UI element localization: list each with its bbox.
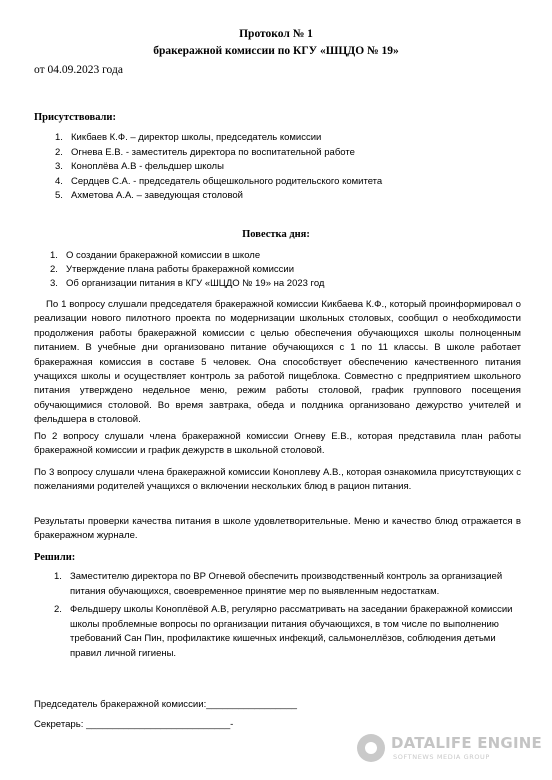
list-item (50, 263, 324, 277)
list-number: 1. (55, 132, 63, 143)
agenda-list (50, 249, 324, 291)
document-subtitle: бракеражной комиссии по КГУ «ШЦДО № 19» (153, 45, 399, 57)
list-number: 5. (55, 190, 63, 202)
body-paragraph: Результаты проверки качества питания в школе удовлетворительные. Меню и качество блюд отражается в бракеражном журнале. (34, 516, 521, 542)
list-number: 1. (54, 571, 62, 582)
decided-heading: Решили: (34, 552, 76, 563)
list-item (55, 189, 382, 204)
list-item (55, 175, 382, 190)
list-text: Утверждение плана работы бракеражной комиссии (66, 264, 295, 275)
list-text: Огнева Е.В. - заместитель директора по воспитательной работе (71, 146, 355, 158)
decisions-list (54, 570, 522, 665)
datalife-logo-icon (357, 734, 385, 762)
chair-signature-line: Председатель бракеражной комиссии:_________________ (34, 699, 297, 710)
list-number: 2. (55, 146, 63, 158)
list-text: Ахметова А.А. – заведующая столовой (71, 190, 243, 202)
list-number: 4. (55, 175, 63, 187)
list-item (55, 131, 382, 146)
watermark (357, 732, 542, 766)
present-list (55, 131, 382, 204)
list-item (54, 603, 522, 661)
list-text: Фельдшеру школы Коноплёвой А.В, регулярно рассматривать на заседании бракеражной комиссии школы проблемные вопросы по организации питания обучающихся, в том числе по выполнению требований Сан Пин, профилактике кишечных инфекций, сальмонеллёзов, соблюдения детьми правил личной гигиены. (70, 604, 513, 659)
body-paragraph: По 2 вопросу слушали члена бракеражной комиссии Огневу Е.В., которая представила план работы бракеражной комиссии и график дежурств в школьной столовой. (34, 431, 521, 457)
list-item (50, 277, 324, 291)
list-item (54, 570, 522, 599)
document-date: от 04.09.2023 года (34, 64, 123, 76)
agenda-heading: Повестка дня: (242, 229, 310, 240)
list-number: 1. (50, 250, 58, 261)
watermark-title: DATALIFE ENGINE (391, 734, 542, 752)
document-title: Протокол № 1 (239, 28, 313, 40)
body-paragraph: По 3 вопросу слушали члена бракеражной комиссии Коноплеву А.В., которая ознакомила присутствующих с пожеланиями родителей учащихся о включении нескольких блюд в рацион питания. (34, 467, 521, 493)
body-paragraph: По 1 вопросу слушали председателя бракеражной комиссии Кикбаева К.Ф., который проинформировал о реализации нового пилотного проекта по модернизации школьных столовых, сообщил о необходимости продолжения работы бракеражной комиссии с целью обеспечения обучающихся школы полноценным питанием. В учебные дни организовано питание обучающихся с 1 по 11 классы. В школе работает бракеражная комиссия в составе 5 человек. Она способствует обеспечению качественного питания учащихся школы и осуществляет контроль за работой пищеблока. Совместно с предприятием школьного питания утверждено недельное меню, режим работы столовой, график группового посещения обучающимися столовой. Во время завтрака, обеда и полдника организовано дежурство учителей и фельдшера в столовой. (34, 299, 521, 426)
list-item (55, 146, 382, 161)
list-text: Об организации питания в КГУ «ШЦДО № 19» на 2023 год (66, 278, 325, 289)
list-number: 2. (50, 264, 58, 275)
list-item (55, 160, 382, 175)
list-number: 3. (50, 278, 58, 289)
list-text: Заместителю директора по ВР Огневой обеспечить производственный контроль за организацией питания обучающихся, своевременное принятие мер по выявленным недостаткам. (70, 571, 503, 597)
list-text: Сердцев С.А. - председатель общешкольного родительского комитета (71, 175, 383, 187)
secretary-signature-line: Секретарь: ___________________________- (34, 719, 234, 730)
list-number: 2. (54, 604, 62, 615)
list-text: Кикбаев К.Ф. – директор школы, председатель комиссии (71, 132, 322, 143)
list-text: Коноплёва А.В - фельдшер школы (71, 161, 224, 173)
watermark-subtitle: SOFTNEWS MEDIA GROUP (393, 753, 490, 761)
list-number: 3. (55, 161, 63, 173)
list-item (50, 249, 324, 263)
list-text: О создании бракеражной комиссии в школе (66, 250, 261, 261)
present-heading: Присутствовали: (34, 112, 116, 123)
